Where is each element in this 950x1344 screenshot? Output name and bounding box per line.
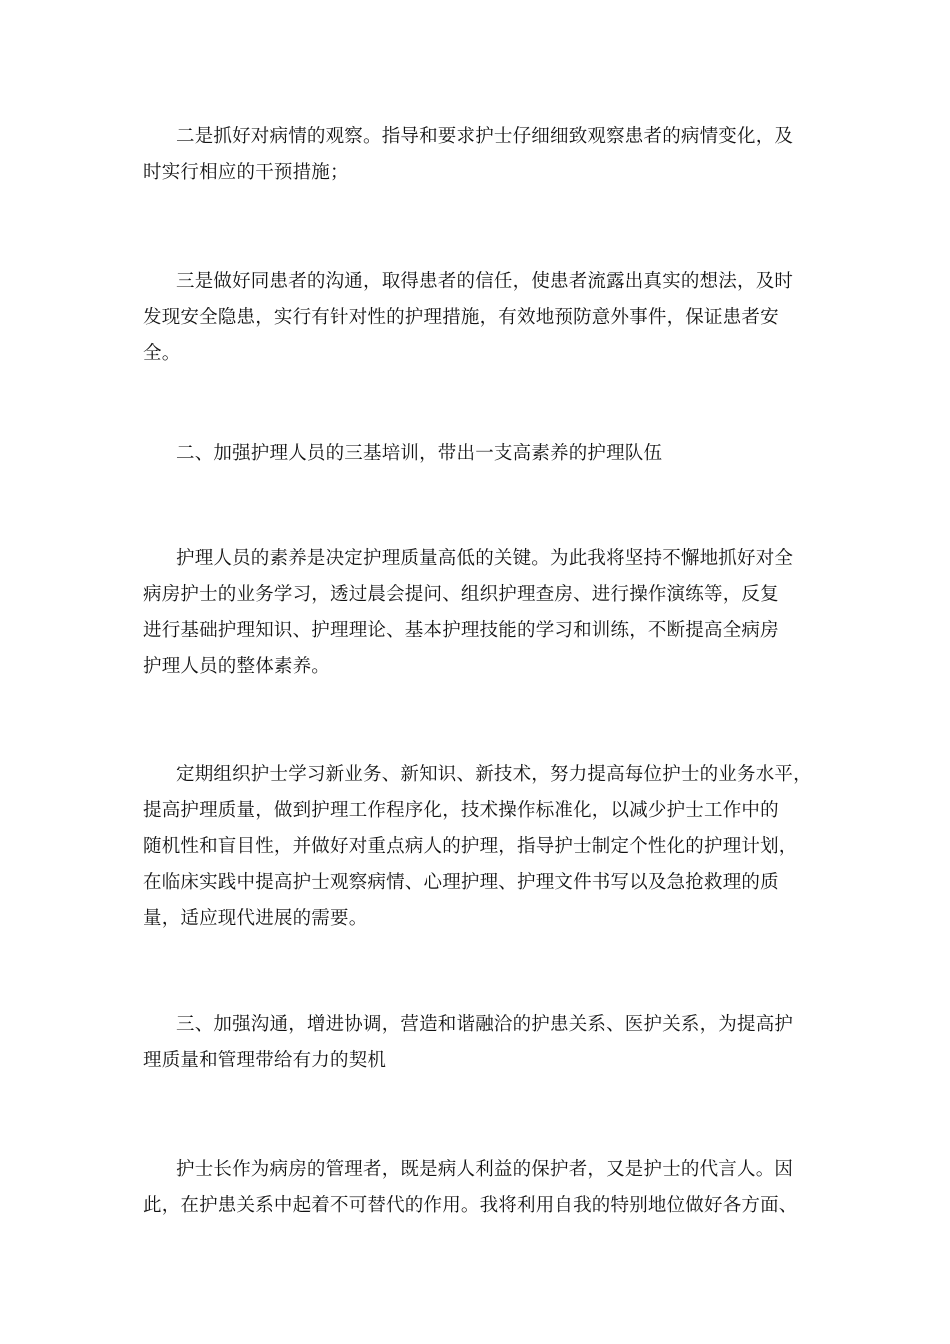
paragraph-line: 在临床实践中提高护士观察病情、心理护理、护理文件书写以及急抢救理的质	[143, 872, 779, 893]
paragraph-line: 二是抓好对病情的观察。指导和要求护士仔细细致观察患者的病情变化，及	[176, 126, 794, 147]
paragraph-line: 定期组织护士学习新业务、新知识、新技术，努力提高每位护士的业务水平，	[176, 764, 812, 785]
paragraph-staff-quality	[143, 541, 815, 685]
heading-line: 二、加强护理人员的三基培训，带出一支高素养的护理队伍	[176, 443, 663, 464]
section-heading-training	[143, 436, 815, 472]
paragraph-line: 护士长作为病房的管理者，既是病人利益的保护者，又是护士的代言人。因	[176, 1159, 794, 1180]
paragraph-line: 全。	[143, 343, 181, 364]
heading-line: 三、加强沟通，增进协调，营造和谐融洽的护患关系、医护关系，为提高护	[176, 1014, 794, 1035]
paragraph-line: 进行基础护理知识、护理理论、基本护理技能的学习和训练，不断提高全病房	[143, 620, 779, 641]
paragraph-observation	[143, 119, 815, 191]
paragraph-line: 量，适应现代进展的需要。	[143, 908, 368, 929]
section-heading-communication	[143, 1007, 815, 1079]
paragraph-line: 护理人员的素养是决定护理质量高低的关键。为此我将坚持不懈地抓好对全	[176, 548, 794, 569]
paragraph-head-nurse	[143, 1152, 815, 1224]
heading-line: 理质量和管理带给有力的契机	[143, 1050, 387, 1071]
paragraph-communication	[143, 264, 815, 372]
paragraph-line: 护理人员的整体素养。	[143, 656, 331, 677]
paragraph-line: 发现安全隐患，实行有针对性的护理措施，有效地预防意外事件，保证患者安	[143, 307, 779, 328]
paragraph-line: 时实行相应的干预措施；	[143, 162, 349, 183]
paragraph-line: 随机性和盲目性，并做好对重点病人的护理，指导护士制定个性化的护理计划，	[143, 836, 798, 857]
paragraph-line: 病房护士的业务学习，透过晨会提问、组织护理查房、进行操作演练等，反复	[143, 584, 779, 605]
paragraph-regular-training	[143, 757, 815, 937]
paragraph-line: 提高护理质量，做到护理工作程序化，技术操作标准化，以减少护士工作中的	[143, 800, 779, 821]
paragraph-line: 三是做好同患者的沟通，取得患者的信任，使患者流露出真实的想法，及时	[176, 271, 794, 292]
paragraph-line: 此，在护患关系中起着不可替代的作用。我将利用自我的特别地位做好各方面、	[143, 1195, 798, 1216]
